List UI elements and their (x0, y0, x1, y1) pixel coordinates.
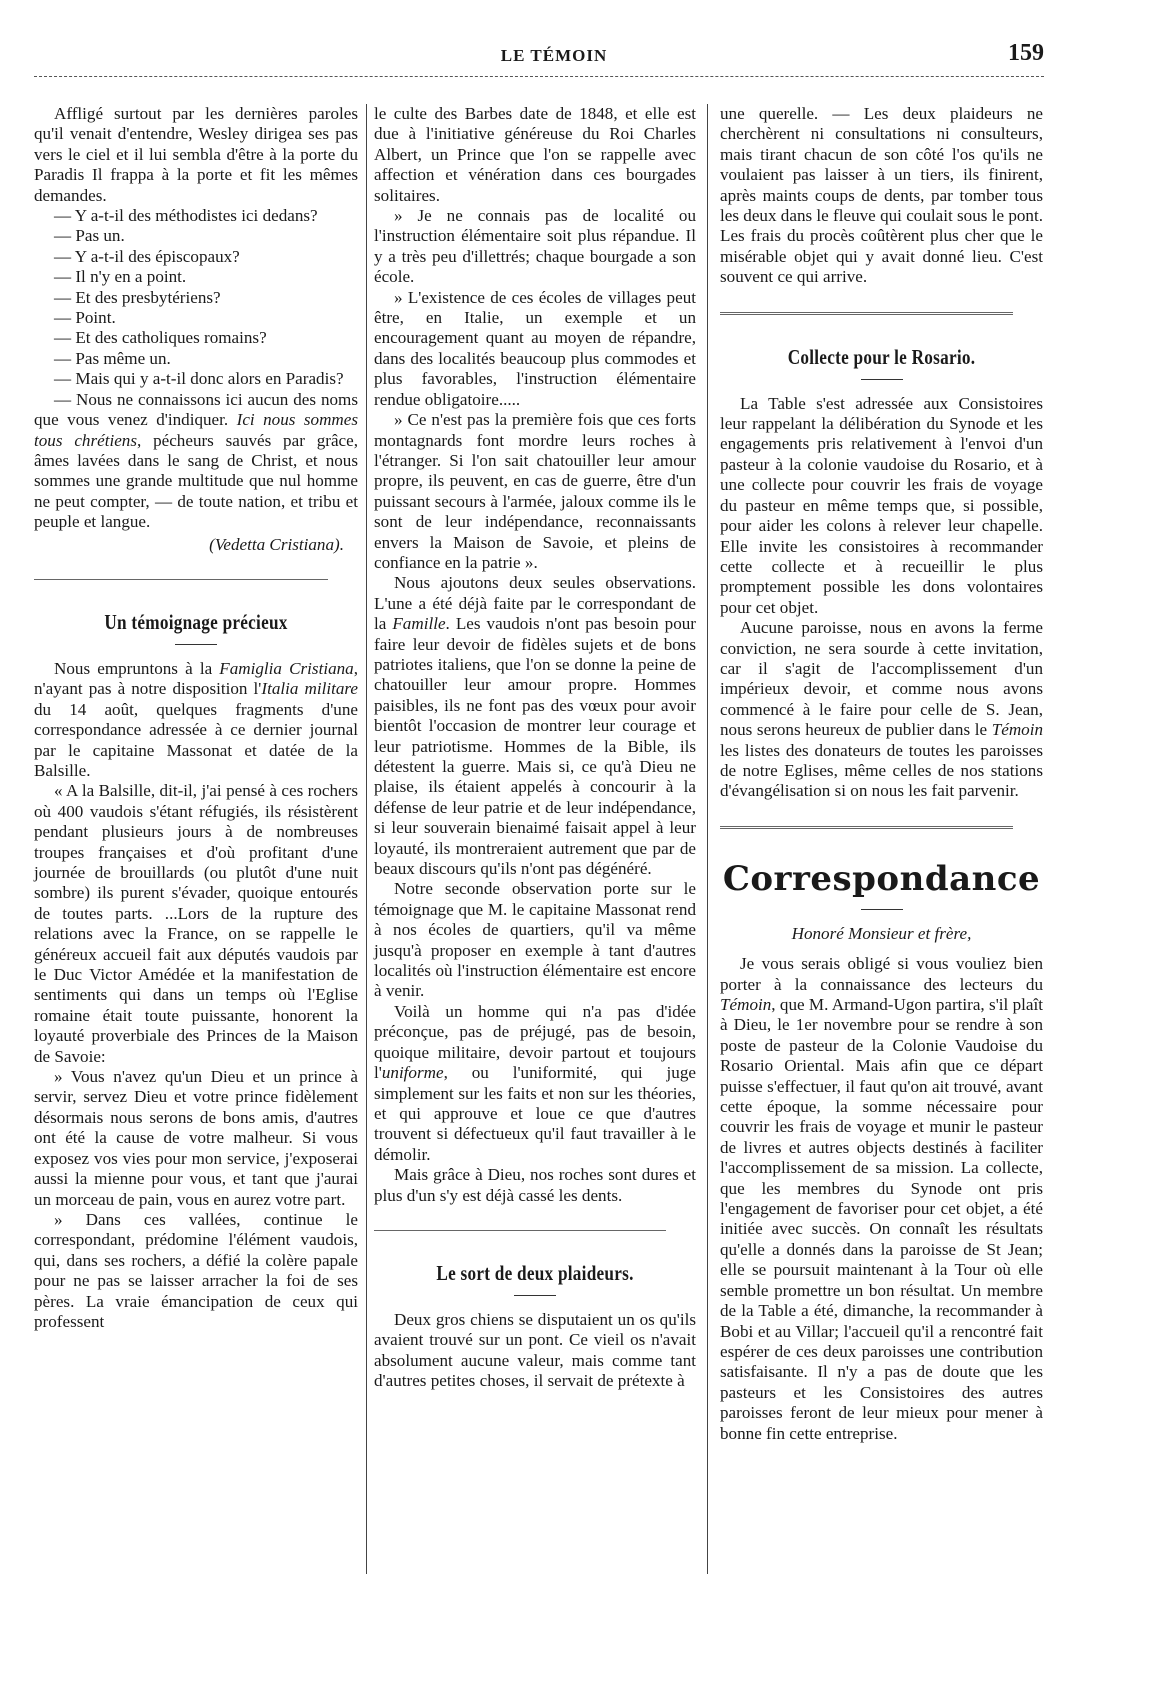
paragraph: » Vous n'avez qu'un Dieu et un prince à servir, servez Dieu et votre prince fidèlement désormais nous serons de bons amis, d'autres ont été la cause de votre malheur. Si vous exposez vos vies pour mon service, j'exposerai aussi la mienne pour vous, et tant que j'aurai un morceau de pain, vous en aurez votre part. (34, 1067, 358, 1209)
column-2 (374, 104, 696, 1392)
column-divider (707, 104, 708, 1574)
paragraph: Deux gros chiens se disputaient un os qu'ils avaient trouvé sur un pont. Ce vieil os n'avait absolument aucune valeur, mais comme tant d'autres petites choses, il servait de prétexte à (374, 1309, 696, 1391)
dialogue-line: — Pas même un. (54, 348, 171, 368)
italic-text: Italia militare (261, 679, 358, 699)
column-divider (366, 104, 367, 1574)
signature: (Vedetta Cristiana). (209, 534, 344, 554)
page-header (34, 40, 1044, 70)
text: Nous ajoutons deux seules observations. L'une a été déjà faite par le correspondant de la (374, 573, 696, 634)
dialogue-line: — Point. (54, 308, 116, 328)
dialogue-line: — Y a-t-il des méthodistes ici dedans? (54, 206, 318, 226)
dialogue-line: — Mais qui y a-t-il donc alors en Paradis? (54, 369, 344, 389)
column-3 (720, 104, 1043, 1444)
heading-rule (514, 1295, 556, 1296)
paragraph: Notre seconde observation porte sur le témoignage que M. le capitaine Massonat rend à nos écoles de quartiers, qu'il va même jusqu'à proposer en exemple à tant d'autres localités où l'instruction élémentaire est encore à venir. (374, 879, 696, 1001)
italic-text: Témoin (720, 995, 772, 1014)
section-heading: Collecte pour le Rosario. (787, 344, 976, 369)
section-heading: Correspondance (722, 858, 1041, 899)
text: Je vous serais obligé si vous vouliez bien porter à la connaissance des lecteurs du (720, 954, 1043, 994)
text: , n'ayant pas à notre disposition l' (34, 658, 358, 699)
dialogue-line: — Y a-t-il des épiscopaux? (54, 246, 240, 266)
italic-text: Témoin (991, 720, 1043, 740)
paragraph (720, 954, 1043, 1444)
greeting: Honoré Monsieur et frère, (791, 923, 972, 943)
section-separator (374, 1230, 666, 1231)
text: — Nous ne connaissons ici aucun des noms que vous venez d'indiquer. (34, 389, 358, 430)
paragraph (374, 1002, 696, 1165)
dialogue-line: — Et des catholiques romains? (54, 328, 267, 348)
italic-text: Famiglia Cristiana (219, 658, 354, 678)
dialogue-line: — Il n'y en a point. (54, 267, 187, 287)
paragraph: Affligé surtout par les dernières paroles qu'il venait d'entendre, Wesley dirigea ses pas vers le ciel et il lui sembla d'être à la porte du Paradis Il frappa à la porte et fit les mêmes demandes. (34, 104, 358, 205)
text: Nous empruntons à la (54, 658, 220, 678)
text: Aucune paroisse, nous en avons la ferme conviction, ne sera sourde à cette invitation, car il s'agit de l'accomplissement d'un impérieux devoir, et comme nous avons commencé à le faire pour celle de S. Jean, nous serons heureux de publier dans le (720, 618, 1043, 740)
paragraph: » Je ne connais pas de localité ou l'instruction élémentaire soit plus répandue. Il y a très peu d'illettrés; chaque bourgade a son école. (374, 206, 696, 287)
text: , ou l'uniformité, qui juge simplement sur les faits et non sur les théories, et qui approuve et loue ce que d'autres trouvent si défectueux qu'il faut travailler à le démolir. (374, 1063, 696, 1164)
text: les listes des donateurs de toutes les paroisses de notre Eglises, même celles de nos stations d'évangélisation si on nous les fait parvenir. (720, 740, 1043, 801)
dialogue-line: — Pas un. (54, 226, 125, 246)
header-rule (34, 76, 1044, 77)
text: du 14 août, quelques fragments d'une correspondance adressée à ce dernier journal par le capitaine Massonat et datée de la Balsille. (34, 699, 358, 780)
heading-rule (861, 379, 903, 380)
section-heading: Le sort de deux plaideurs. (436, 1260, 634, 1285)
running-title: LE TÉMOIN (500, 46, 608, 65)
heading-rule (175, 644, 217, 645)
text: . Les vaudois n'ont pas besoin pour faire leur devoir de fidèles sujets et de bons patriotes italiens, que l'on se donne la peine de chatouiller leur amour propre. Hommes paisibles, ils ne font pas des vœux pour avoir bientôt l'occasion de montrer leur courage et leur patriotisme. Hommes de la Bible, ils détestent la guerre. Mais si, ce qu'à Dieu ne plaise, ils étaient appelés à concourir à la défense de leur patrie et de leur indépendance, si leur souverain bienaimé faisait appel à leur loyauté, ils montreraient autrement que par de beaux discours qu'ils n'ont pas dégénéré. (374, 614, 696, 879)
section-heading: Un témoignage précieux (104, 609, 288, 634)
paragraph: » L'existence de ces écoles de villages peut être, en Italie, un exemple et un encouragement quant au moyen de répandre, dans des localités beaucoup plus commodes et plus favorables, l'instruction élémentaire rendue obligatoire..... (374, 287, 696, 409)
text: , pécheurs sauvés par grâce, âmes lavées dans le sang de Christ, et nous sommes une grande multitude que nul homme ne peut compter, — de toute nation, et tribu et peuple et langue. (34, 430, 358, 532)
paragraph (374, 573, 696, 879)
section-separator (720, 312, 1013, 315)
paragraph: La Table s'est adressée aux Consistoires leur rappelant la délibération du Synode et les engagements pris relativement à l'envoi d'un pasteur à la colonie vaudoise du Rosario, et à une collecte pour couvrir les frais de voyage du pasteur en même temps que, si possible, pour aider les colons à relever leur chapelle. Elle invite les consistoires à recommander cette collecte et à recueillir le plus promptement possible les dons volontaires pour cet objet. (720, 393, 1043, 617)
paragraph (720, 618, 1043, 802)
italic-text: uniforme (381, 1063, 444, 1083)
section-separator (34, 579, 328, 580)
column-1 (34, 104, 358, 1332)
dialogue-line (34, 390, 358, 533)
dialogue-line: — Et des presbytériens? (54, 287, 221, 307)
italic-text: Ici nous sommes tous chrétiens (34, 410, 359, 450)
heading-rule (861, 909, 903, 910)
paragraph: « A la Balsille, dit-il, j'ai pensé à ces rochers où 400 vaudois s'étant réfugiés, ils résistèrent pendant plusieurs jours à de nombreuses troupes françaises et d'où profitant d'une journée de brouillards (ou plutôt d'une nuit sombre) ils purent s'évader, quoique entourés de toutes parts. ...Lors de la rupture des relations avec la France, on se rappelle le généreux accueil fait aux députés vaudois par le Duc Victor Amédée et la manifestation de sentiments qui dans un temps où l'Eglise romaine était toute puissante, honorent la loyauté proverbiale des Princes de la Maison de Savoie: (34, 781, 358, 1066)
paragraph: » Dans ces vallées, continue le correspondant, prédomine l'élément vaudois, qui, dans ses rochers, a défié la colère papale pour ne pas se laisser arracher la foi de ses pères. La vraie émancipation de ceux qui professent (34, 1209, 358, 1331)
paragraph (34, 659, 358, 781)
italic-text: Famille (392, 614, 446, 634)
paragraph: une querelle. — Les deux plaideurs ne cherchèrent ni consultations ni consulteurs, mais tirant chacun de son côté l'os qu'ils ne voulaient pas laisser à un tiers, ils finirent, après maints coups de dents, par tomber tous les deux dans le fleuve qui coulait sous le pont. Les frais du procès coûtèrent plus cher que le misérable objet qui y avait donné lieu. C'est souvent ce qui arrive. (720, 104, 1043, 287)
page-number: 159 (1008, 40, 1044, 66)
paragraph: le culte des Barbes date de 1848, et elle est due à l'initiative généreuse du Roi Charles Albert, un Prince que l'on se rappelle avec affection et vénération dans ces bourgades solitaires. (374, 104, 696, 205)
paragraph: » Ce n'est pas la première fois que ces forts montagnards font mordre leurs roches à l'étranger. Si l'on sait chatouiller leur amour propre, ils peuvent, en cas de guerre, être d'un puissant secours à l'armée, jaloux comme ils le sont de leur indépendance, reconnaissants envers la Maison de Savoie, et pleins de confiance en la patrie ». (374, 410, 696, 572)
text: , que M. Armand-Ugon partira, s'il plaît à Dieu, le 1er novembre pour se rendre à son poste de pasteur de la Colonie Vaudoise du Rosario Oriental. Mais afin que ce départ puisse s'effectuer, il faut qu'on ait trouvé, avant cette époque, la somme nécessaire pour couvrir les frais de voyage et munir le pasteur de livres et autres objects destinés à faciliter l'accomplissement de sa mission. La collecte, que les membres du Synode ont pris l'engagement de favoriser pour cet objet, a été initiée avec succès. On connaît les résultats qu'elle a donnés dans la paroisse de St Jean; elle se poursuit maintenant à la Tour où elle semble promettre un bon résultat. Un membre de la Table a été, dimanche, la recommander à Bobi et au Villar; l'accueil qu'il a rencontré fait espérer de ces deux paroisses une contribution satisfaisante. Il n'y a pas de doute que les pasteurs et les Consistoires des autres paroisses feront de leur mieux pour mener à bonne fin cette entreprise. (720, 995, 1043, 1443)
text: Voilà un homme qui n'a pas d'idée préconçue, pas de préjugé, pas de besoin, quoique militaire, devoir partout et toujours l' (374, 1001, 696, 1083)
paragraph: Mais grâce à Dieu, nos roches sont dures et plus d'un s'y est déjà cassé les dents. (374, 1165, 696, 1205)
section-separator (720, 826, 1013, 829)
